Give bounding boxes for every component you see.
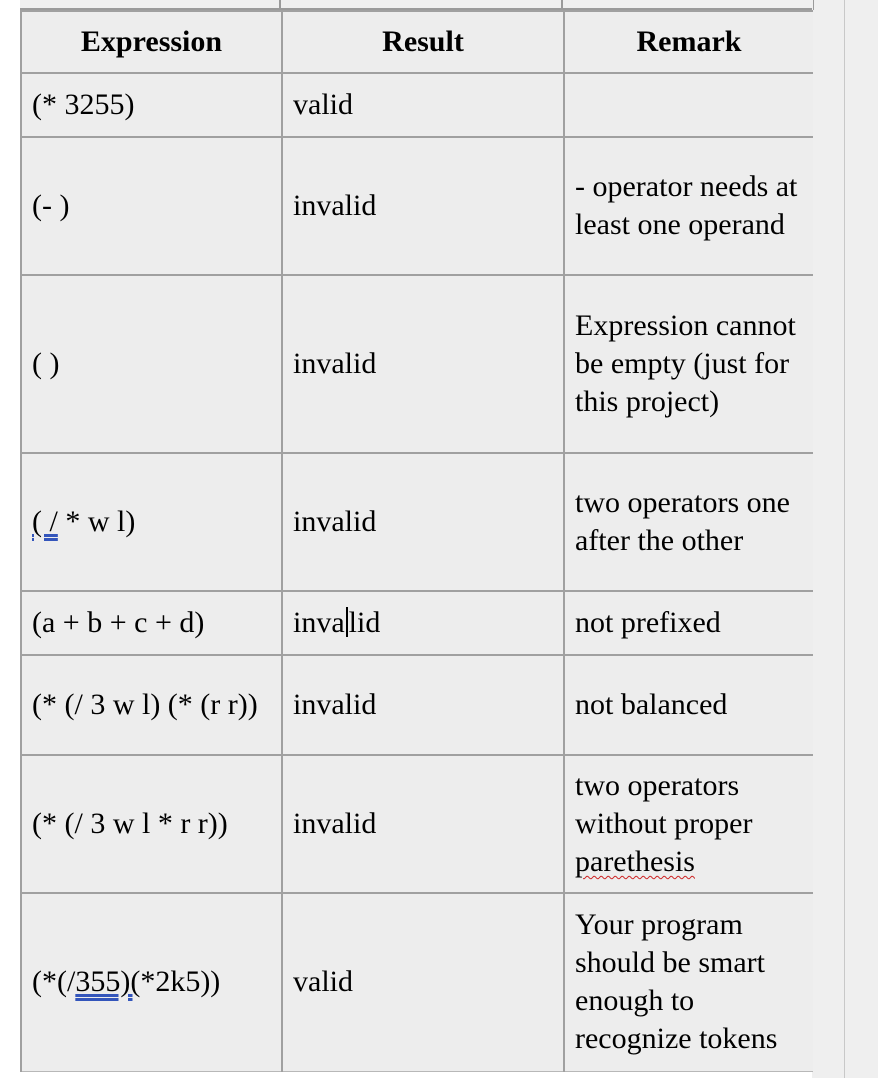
expression-grammar-mark: 355)( bbox=[75, 965, 141, 999]
cell-expression: (* (/ 3 w l) (* (r r)) bbox=[21, 655, 282, 755]
cell-expression: ( ) bbox=[21, 275, 282, 453]
header-expression: Expression bbox=[21, 11, 282, 73]
table-row bbox=[21, 655, 813, 755]
cell-result: valid bbox=[282, 73, 564, 137]
cell-result: invalid bbox=[282, 453, 564, 591]
cell-remark: two operators one after the other bbox=[564, 453, 813, 591]
cell-expression: (* (/ 3 w l * r r)) bbox=[21, 755, 282, 893]
result-text-a: inva bbox=[293, 606, 345, 639]
cell-remark: - operator needs at least one operand bbox=[564, 137, 813, 275]
column-tick bbox=[279, 0, 281, 10]
text-cursor bbox=[346, 607, 348, 637]
cell-result: invalid bbox=[282, 755, 564, 893]
table-top-edge bbox=[20, 0, 812, 10]
column-tick bbox=[561, 0, 563, 10]
cell-expression: (* 3255) bbox=[21, 73, 282, 137]
cell-remark bbox=[564, 755, 813, 893]
cell-result: valid bbox=[282, 893, 564, 1071]
cell-result: invalid bbox=[282, 275, 564, 453]
cell-remark: Your program should be smart enough to recognize tokens bbox=[564, 893, 813, 1071]
cell-expression bbox=[21, 453, 282, 591]
cell-remark: not balanced bbox=[564, 655, 813, 755]
expression-part: *2k5)) bbox=[140, 965, 221, 999]
cell-remark: Expression cannot be empty (just for this project) bbox=[564, 275, 813, 453]
header-result: Result bbox=[282, 11, 564, 73]
table-header-row bbox=[21, 11, 813, 73]
cell-result: invalid bbox=[282, 137, 564, 275]
expression-part: (*(/ bbox=[32, 965, 76, 999]
cell-result[interactable] bbox=[282, 591, 564, 655]
table-row bbox=[21, 591, 813, 655]
cell-result: invalid bbox=[282, 655, 564, 755]
page-margin bbox=[812, 0, 878, 1078]
expression-grammar-mark: ( / bbox=[32, 505, 58, 538]
cell-expression bbox=[21, 893, 282, 1071]
table-row bbox=[21, 893, 813, 1071]
result-text-b: lid bbox=[348, 606, 381, 639]
cell-remark: not prefixed bbox=[564, 591, 813, 655]
remark-text: two operators without proper bbox=[575, 769, 753, 840]
cell-expression: (- ) bbox=[21, 137, 282, 275]
cell-remark bbox=[564, 73, 813, 137]
expression-rest: * w l) bbox=[57, 505, 136, 538]
header-remark: Remark bbox=[564, 11, 813, 73]
table-row bbox=[21, 137, 813, 275]
cell-expression: (a + b + c + d) bbox=[21, 591, 282, 655]
table-row bbox=[21, 73, 813, 137]
spelling-error-mark: parethesis bbox=[575, 845, 695, 878]
expression-table bbox=[20, 10, 813, 1072]
table-row bbox=[21, 275, 813, 453]
table-row bbox=[21, 453, 813, 591]
table-row bbox=[21, 755, 813, 893]
